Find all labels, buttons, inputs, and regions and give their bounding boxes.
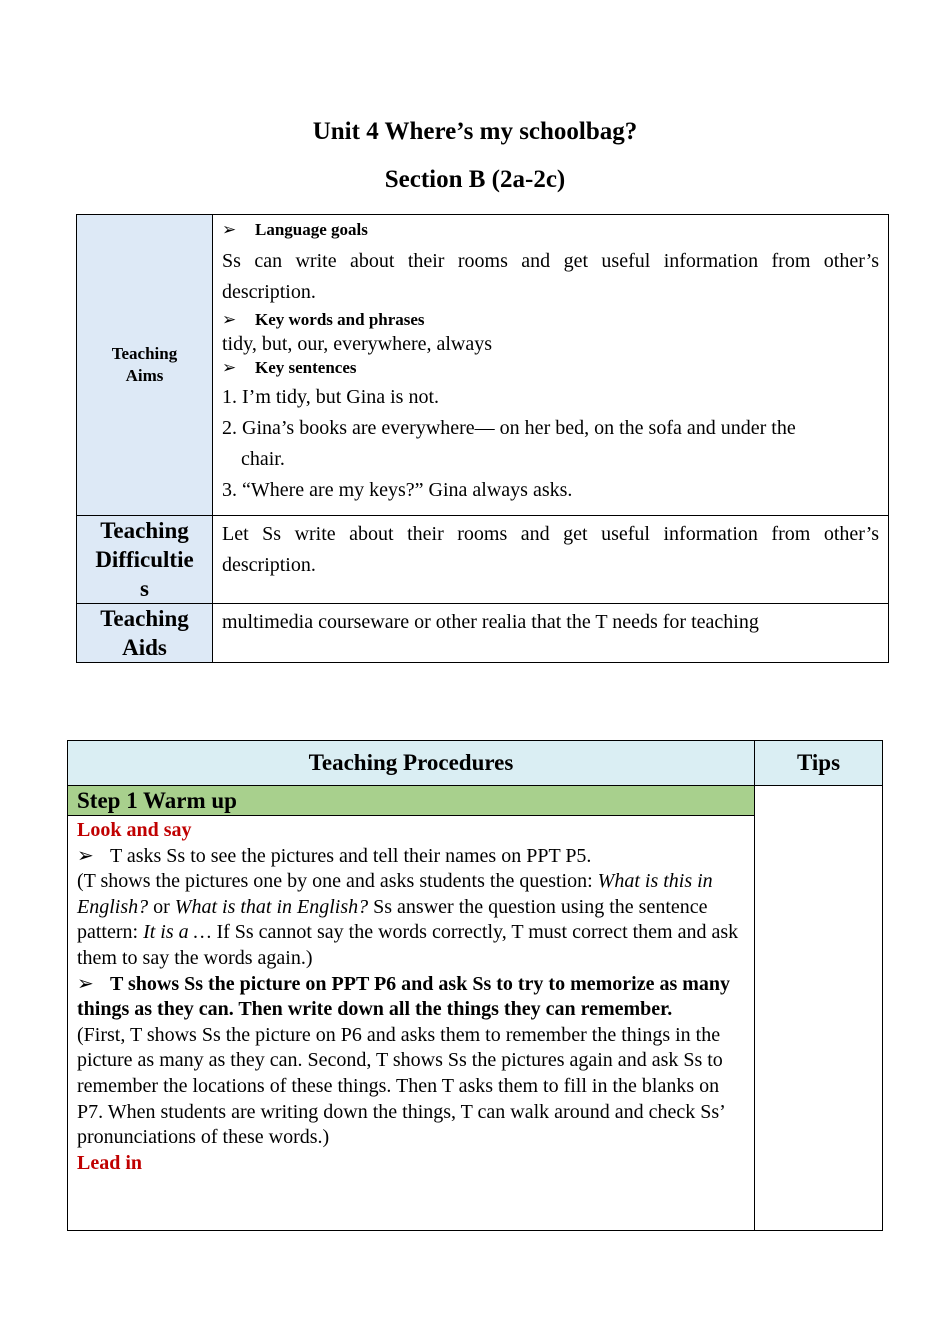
arrow-bullet-icon: ➢	[222, 358, 237, 377]
difficulties-text: Let Ss write about their rooms and get useful information from other’s description.	[213, 516, 889, 604]
aims-content	[213, 215, 889, 516]
difficulties-label: Teaching Difficultie s	[77, 516, 213, 604]
key-sentences-heading: ➢ Key sentences	[222, 356, 879, 380]
procedure-item-2: ➢ T shows Ss the picture on PPT P6 and ask Ss to try to memorize as many things as they can. Then write down all the things they can remember.	[77, 972, 731, 1021]
aids-label: Teaching Aids	[77, 604, 213, 663]
procedure-item-1: ➢ T asks Ss to see the pictures and tell their names on PPT P5.	[77, 844, 745, 870]
key-sentence-3: 3. “Where are my keys?” Gina always asks.	[222, 479, 573, 501]
step1-row	[68, 786, 883, 816]
arrow-bullet-icon: ➢	[222, 310, 237, 329]
look-and-say-heading: Look and say	[77, 819, 192, 841]
procedures-table	[67, 740, 883, 1231]
tips-cell	[755, 786, 883, 1231]
page-subtitle: Section B (2a-2c)	[384, 166, 566, 193]
language-goals-text: Ss can write about their rooms and get useful information from other’s description.	[222, 250, 879, 303]
tips-header: Tips	[755, 741, 883, 786]
step1-body	[68, 816, 755, 1231]
language-goals-heading: ➢ Language goals	[222, 218, 879, 242]
arrow-bullet-icon: ➢	[222, 220, 237, 239]
arrow-bullet-icon: ➢	[77, 972, 94, 995]
key-sentence-2-cont: chair.	[241, 448, 285, 470]
page-title: Unit 4 Where’s my schoolbag?	[312, 118, 638, 145]
aids-text: multimedia courseware or other realia that the T needs for teaching	[213, 604, 889, 663]
aims-label: Teaching Aims	[77, 215, 213, 516]
aids-row	[77, 604, 889, 663]
procedures-header: Teaching Procedures	[68, 741, 755, 786]
teaching-overview-table	[76, 214, 889, 663]
procedure-paragraph-2: (First, T shows Ss the picture on P6 and asks them to remember the things in the picture as many as they can. Second, T shows Ss the pictures again and ask Ss to remember the locations of these things. Then T asks them to fill in the blanks on P7. When students are writing down the things, T can walk around and check Ss’ pronunciations of these words.)	[77, 1023, 725, 1149]
lead-in-heading: Lead in	[77, 1151, 143, 1174]
arrow-bullet-icon: ➢	[77, 844, 94, 867]
key-words-heading: ➢ Key words and phrases	[222, 308, 879, 332]
difficulties-row	[77, 516, 889, 604]
key-sentence-1: 1. I’m tidy, but Gina is not.	[222, 386, 440, 408]
key-words-text: tidy, but, our, everywhere, always	[222, 333, 493, 355]
procedure-paragraph-1: (T shows the pictures one by one and asks students the question: What is this in English? or What is that in English? Ss answer the question using the sentence pattern: It is a … If Ss cannot say the words correctly, T must correct them and ask them to say the words again.)	[77, 870, 739, 969]
step1-heading: Step 1 Warm up	[68, 786, 755, 816]
aims-row	[77, 215, 889, 516]
procedures-header-row	[68, 741, 883, 786]
key-sentence-2: 2. Gina’s books are everywhere— on her bed, on the sofa and under the	[222, 417, 796, 439]
